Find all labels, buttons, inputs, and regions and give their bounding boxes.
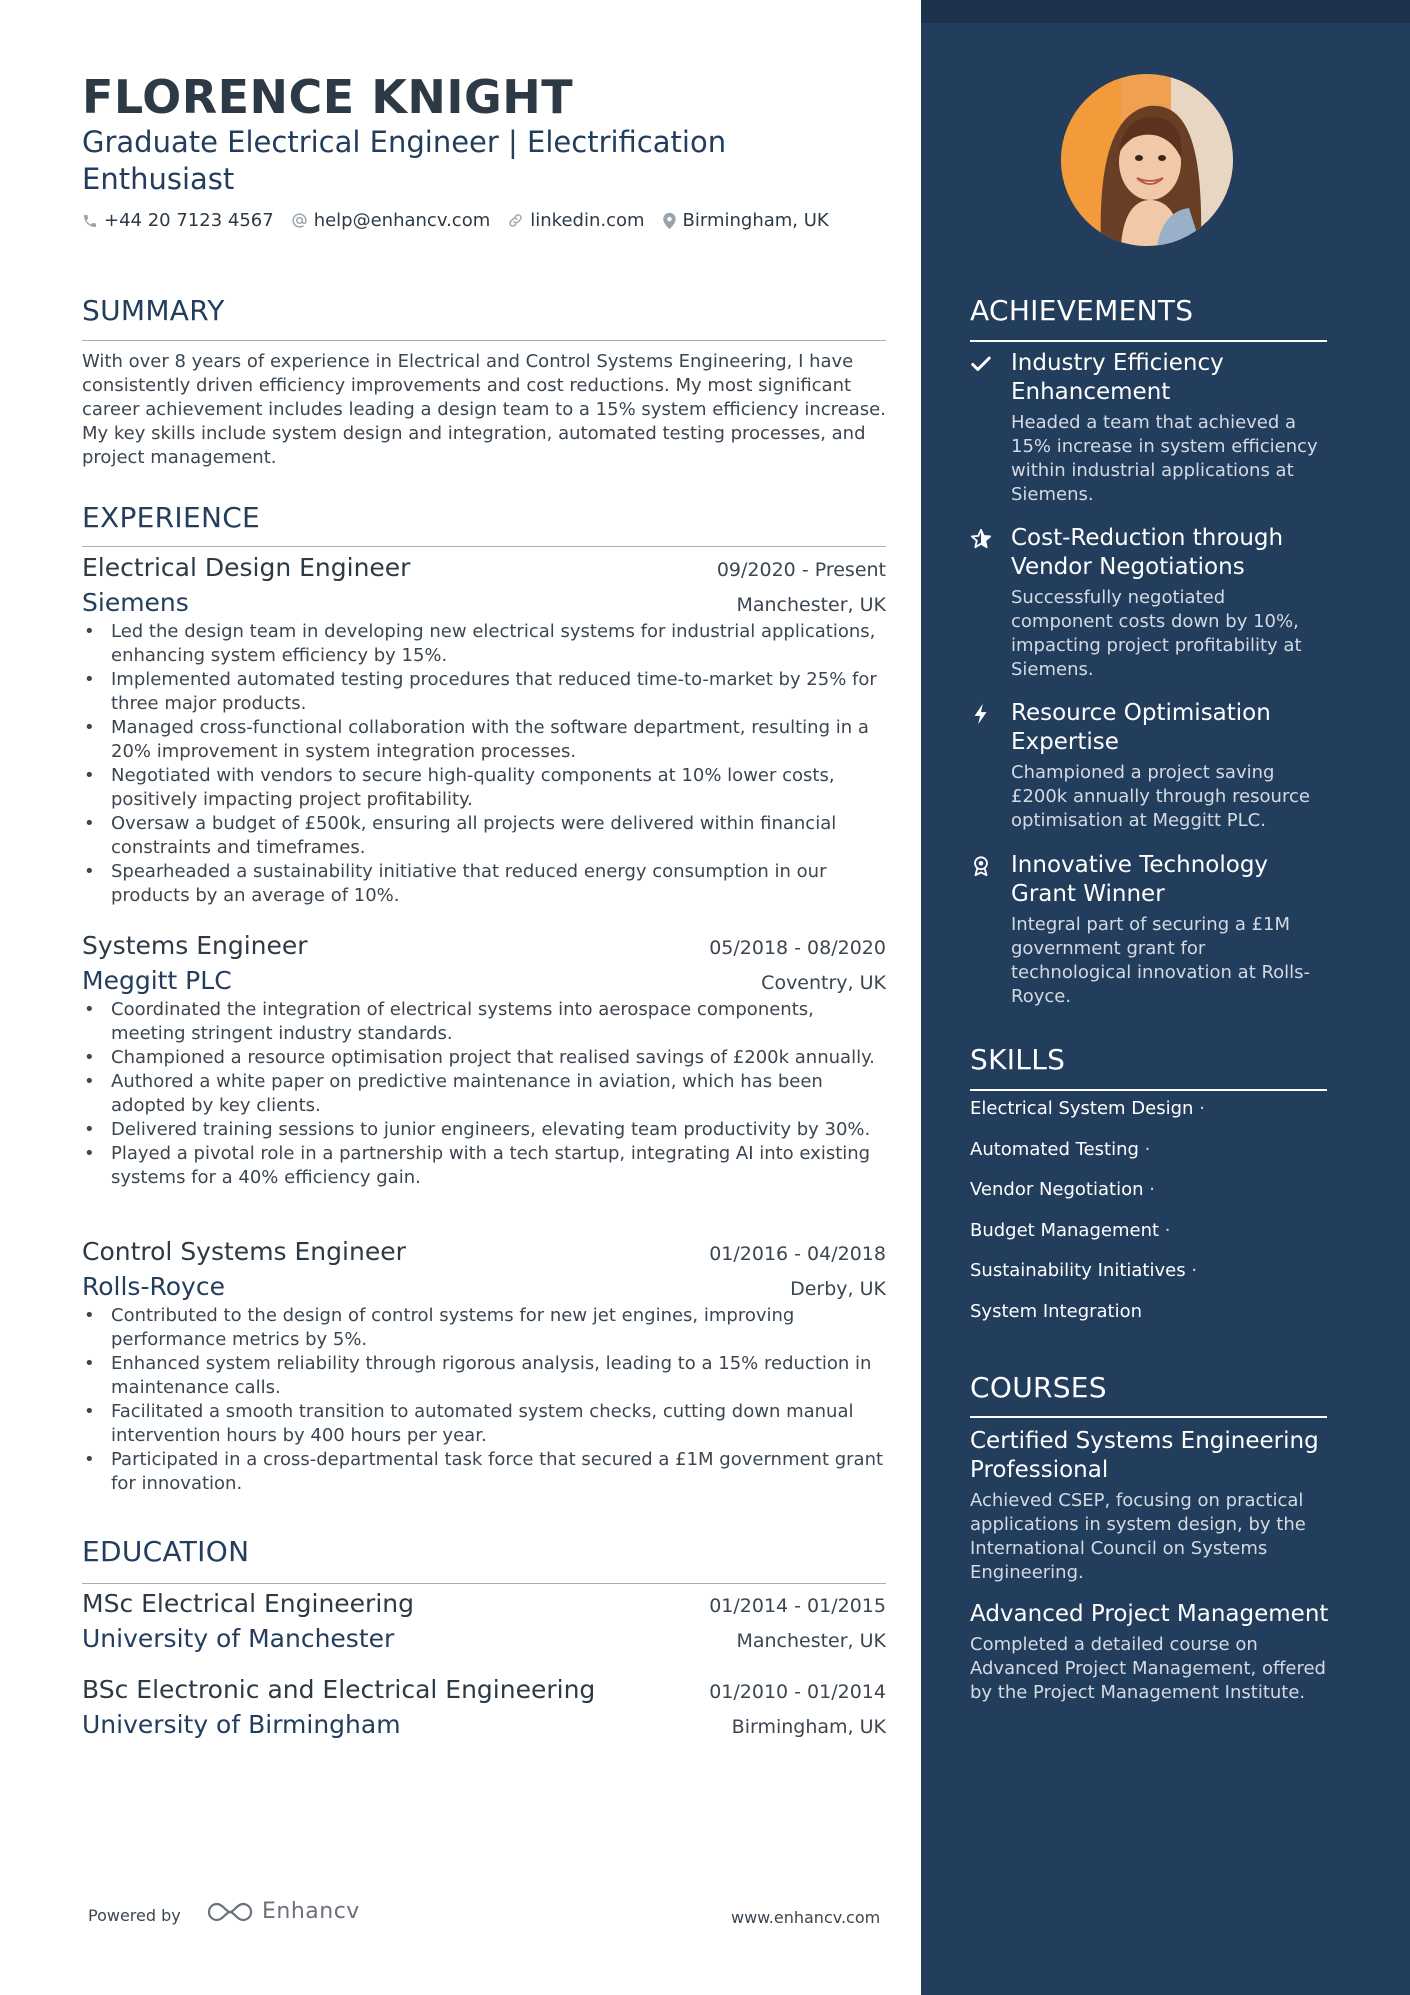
- email-text: help@enhancv.com: [313, 210, 491, 231]
- contact-email[interactable]: [291, 210, 491, 231]
- enhancv-logo[interactable]: [206, 1899, 360, 1924]
- job-dates: 01/2016 - 04/2018: [709, 1243, 886, 1265]
- skill-item: [970, 1139, 1205, 1180]
- experience-entry: [82, 931, 886, 1190]
- powered-by-label: Powered by: [88, 1906, 181, 1925]
- list-item: • Participated in a cross-departmental task force that secured a £1M government grant for innovation.: [82, 1448, 886, 1496]
- summary-text: With over 8 years of experience in Electrical and Control Systems Engineering, I have consistently driven efficiency improvements and cost reductions. My most significant career achievement includes leading a design team to a 15% system efficiency increase. My key skills include system design and integration, automated testing processes, and project management.: [82, 351, 886, 468]
- phone-text: +44 20 7123 4567: [104, 210, 274, 231]
- achievement-desc: Integral part of securing a £1M government grant for technological innovation at Rolls-Royce.: [1011, 914, 1311, 1007]
- list-item: • Negotiated with vendors to secure high-quality components at 10% lower costs, positively impacting project profitability.: [82, 764, 886, 812]
- achievement-title: Resource Optimisation Expertise: [1011, 700, 1271, 755]
- school-name: University of Manchester: [82, 1624, 395, 1653]
- skills-heading: SKILLS: [970, 1043, 1066, 1076]
- education-entry: [82, 1675, 886, 1739]
- skill-separator: ·: [1149, 1179, 1155, 1200]
- brand-name: Enhancv: [262, 1899, 360, 1924]
- achievement-desc: Headed a team that achieved a 15% increase in system efficiency within industrial applications at Siemens.: [1011, 412, 1318, 505]
- education-dates: 01/2010 - 01/2014: [709, 1681, 886, 1703]
- at-icon: [291, 212, 308, 229]
- phone-icon: [82, 213, 98, 229]
- candidate-headline: Graduate Electrical Engineer | Electrification Enthusiast: [82, 125, 727, 196]
- school-name: University of Birmingham: [82, 1710, 401, 1739]
- job-location: Coventry, UK: [761, 972, 886, 994]
- course-item: [970, 1600, 1330, 1705]
- experience-heading: EXPERIENCE: [82, 501, 261, 534]
- education-dates: 01/2014 - 01/2015: [709, 1595, 886, 1617]
- skill-separator: ·: [1191, 1260, 1198, 1281]
- list-item: • Led the design team in developing new electrical systems for industrial applications, enhancing system efficiency by 15%.: [82, 620, 886, 668]
- skill-item: [970, 1301, 1205, 1342]
- company-name: Siemens: [82, 588, 189, 617]
- linkedin-text: linkedin.com: [530, 210, 645, 231]
- achievement-title: Innovative Technology Grant Winner: [1011, 852, 1269, 907]
- skills-list: [970, 1098, 1205, 1341]
- list-item: • Authored a white paper on predictive maintenance in aviation, which has been adopted by key clients.: [82, 1070, 886, 1118]
- summary-divider: [82, 340, 886, 341]
- profile-photo: [1061, 74, 1233, 246]
- degree-title: MSc Electrical Engineering: [82, 1589, 414, 1618]
- list-item: • Played a pivotal role in a partnership with a tech startup, integrating AI into existing systems for a 40% efficiency gain.: [82, 1142, 886, 1190]
- job-location: Manchester, UK: [736, 594, 886, 616]
- list-item: • Enhanced system reliability through rigorous analysis, leading to a 15% reduction in maintenance calls.: [82, 1352, 886, 1400]
- skill-separator: ·: [1144, 1138, 1151, 1160]
- degree-title: BSc Electronic and Electrical Engineering: [82, 1675, 596, 1704]
- link-icon: [507, 212, 524, 229]
- location-text: Birmingham, UK: [682, 210, 829, 231]
- education-heading: EDUCATION: [82, 1535, 250, 1568]
- sidebar-topbar: [921, 0, 1410, 23]
- course-title: Certified Systems Engineering Professional: [970, 1428, 1319, 1483]
- school-location: Manchester, UK: [736, 1630, 886, 1652]
- skill-label: Sustainability Initiatives: [970, 1260, 1186, 1281]
- achievements-divider: [970, 340, 1327, 342]
- list-item: • Delivered training sessions to junior engineers, elevating team productivity by 30%.: [82, 1118, 886, 1142]
- achievement-title: Cost-Reduction through Vendor Negotiations: [1011, 525, 1284, 580]
- course-desc: Completed a detailed course on Advanced Project Management, offered by the Project Management Institute.: [970, 1634, 1326, 1703]
- skill-label: Vendor Negotiation: [970, 1179, 1144, 1200]
- skill-label: Electrical System Design: [970, 1098, 1194, 1119]
- job-title: Control Systems Engineer: [82, 1237, 406, 1266]
- job-title: Systems Engineer: [82, 931, 308, 960]
- candidate-name: FLORENCE KNIGHT: [82, 70, 574, 124]
- experience-entry: [82, 553, 886, 908]
- skill-label: System Integration: [970, 1300, 1143, 1322]
- experience-entry: [82, 1237, 886, 1496]
- course-title: Advanced Project Management: [970, 1601, 1329, 1627]
- achievement-title: Industry Efficiency Enhancement: [1011, 350, 1224, 405]
- skill-item: [970, 1179, 1205, 1220]
- list-item: • Spearheaded a sustainability initiative that reduced energy consumption in our products by an average of 10%.: [82, 860, 886, 908]
- job-dates: 05/2018 - 08/2020: [709, 937, 886, 959]
- list-item: • Facilitated a smooth transition to automated system checks, cutting down manual intervention hours by 400 hours per year.: [82, 1400, 886, 1448]
- lightning-icon: [970, 703, 992, 725]
- list-item: • Coordinated the integration of electrical systems into aerospace components, meeting stringent industry standards.: [82, 998, 886, 1046]
- education-divider: [82, 1583, 886, 1584]
- company-name: Meggitt PLC: [82, 966, 232, 995]
- job-location: Derby, UK: [790, 1278, 886, 1300]
- job-bullets: [82, 998, 886, 1190]
- achievement-item: [970, 851, 1330, 1009]
- skill-separator: ·: [1199, 1098, 1205, 1119]
- footer-url[interactable]: www.enhancv.com: [731, 1908, 881, 1927]
- skill-item: [970, 1098, 1205, 1139]
- education-entry: [82, 1589, 886, 1653]
- skills-divider: [970, 1089, 1327, 1091]
- course-item: [970, 1427, 1330, 1585]
- courses-heading: COURSES: [970, 1371, 1107, 1404]
- skill-item: [970, 1260, 1205, 1301]
- company-name: Rolls-Royce: [82, 1272, 225, 1301]
- course-desc: Achieved CSEP, focusing on practical applications in system design, by the International Council on Systems Engineering.: [970, 1490, 1306, 1583]
- job-bullets: [82, 620, 886, 908]
- contact-linkedin[interactable]: [507, 210, 644, 231]
- job-dates: 09/2020 - Present: [716, 559, 886, 581]
- enhancv-logo-icon: [206, 1900, 254, 1924]
- checkmark-icon: [970, 353, 992, 375]
- list-item: • Managed cross-functional collaboration with the software department, resulting in a 20% improvement in system integration processes.: [82, 716, 886, 764]
- experience-divider: [82, 546, 886, 547]
- achievement-item: [970, 699, 1330, 833]
- skill-label: Automated Testing: [970, 1138, 1139, 1160]
- achievement-desc: Championed a project saving £200k annually through resource optimisation at Meggitt PLC.: [1011, 762, 1310, 831]
- contact-phone[interactable]: [82, 210, 274, 231]
- courses-divider: [970, 1416, 1327, 1418]
- list-item: • Implemented automated testing procedures that reduced time-to-market by 25% for three major products.: [82, 668, 886, 716]
- job-bullets: [82, 1304, 886, 1496]
- job-title: Electrical Design Engineer: [82, 553, 411, 582]
- location-pin-icon: [662, 212, 677, 230]
- achievement-item: [970, 524, 1330, 682]
- star-icon: [970, 528, 992, 550]
- contact-row: [82, 210, 846, 231]
- achievement-desc: Successfully negotiated component costs down by 10%, impacting project profitability at Siemens.: [1011, 587, 1302, 680]
- skill-item: [970, 1220, 1205, 1261]
- award-icon: [970, 855, 992, 877]
- avatar: [1061, 74, 1233, 246]
- list-item: • Championed a resource optimisation project that realised savings of £200k annually.: [82, 1046, 886, 1070]
- achievements-heading: ACHIEVEMENTS: [970, 294, 1194, 327]
- list-item: • Oversaw a budget of £500k, ensuring all projects were delivered within financial constraints and timeframes.: [82, 812, 886, 860]
- contact-location: [662, 210, 829, 231]
- list-item: • Contributed to the design of control systems for new jet engines, improving performance metrics by 5%.: [82, 1304, 886, 1352]
- summary-heading: SUMMARY: [82, 294, 225, 327]
- achievement-item: [970, 349, 1330, 507]
- skill-label: Budget Management: [970, 1219, 1160, 1241]
- school-location: Birmingham, UK: [731, 1716, 886, 1738]
- skill-separator: ·: [1164, 1219, 1171, 1241]
